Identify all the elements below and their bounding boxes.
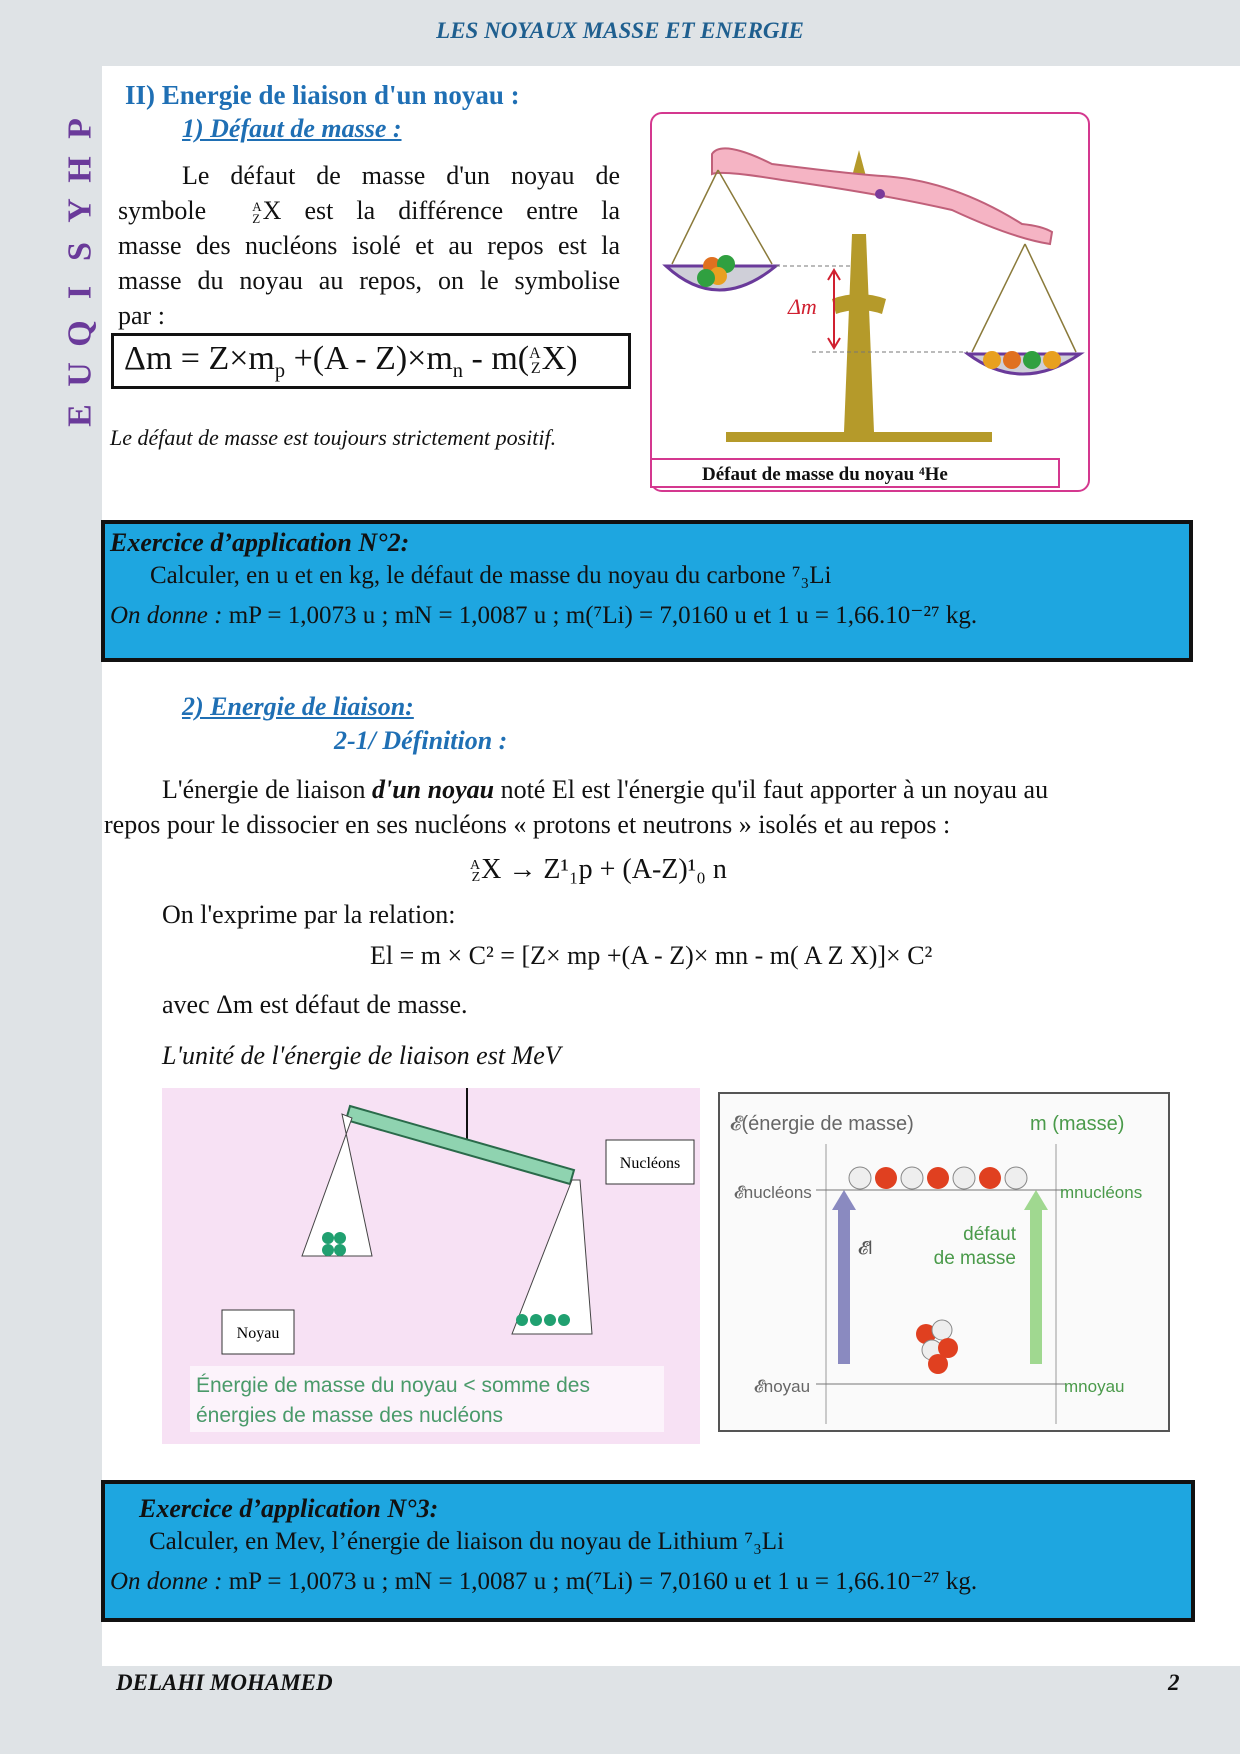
binding-energy-paragraph: L'énergie de liaison d'un noyau noté El est l'énergie qu'il faut apporter à un noyau au repos pour le dissocier en ses nucléons « protons et neutrons » isolés et au repos : xyxy=(104,775,1049,839)
relation-intro: On l'exprime par la relation: xyxy=(162,900,456,929)
subsection-2-title: 2) Energie de liaison: xyxy=(182,692,414,721)
e-nucleons-label: 𝓔nucléons xyxy=(734,1183,812,1202)
defect-line-1: défaut xyxy=(963,1224,1016,1245)
dissociation-reaction: A Z X → Z¹₁p + (A-Z)¹₀ n xyxy=(470,854,727,885)
exercise-3-data: On donne : mP = 1,0073 u ; mN = 1,0087 u ; m(⁷Li) = 7,0160 u et 1 u = 1,66.10⁻²⁷ kg. xyxy=(110,1568,978,1595)
exercise-3-box xyxy=(101,1480,1195,1622)
footer-page-number: 2 xyxy=(1168,1670,1180,1695)
caption-line-2: énergies de masse des nucléons xyxy=(196,1404,504,1427)
balance-illustration xyxy=(652,114,1088,454)
nucleons-balance-illustration xyxy=(162,1088,700,1444)
unit-note: L'unité de l'énergie de liaison est MeV xyxy=(162,1041,561,1070)
energy-mass-illustration xyxy=(720,1094,1168,1430)
subsection-2-1-title: 2-1/ Définition : xyxy=(334,726,508,755)
side-label: P H Y S I Q U E xyxy=(61,118,99,427)
m-nucleons-label: mnucléons xyxy=(1060,1183,1143,1202)
caption-line-1: Énergie de masse du noyau < somme des xyxy=(196,1374,590,1397)
exercise-3-question: Calculer, en Mev, l’énergie de liaison du noyau de Lithium ⁷₃Li xyxy=(149,1528,785,1555)
mass-defect-formula: $\Delta m = Z\times m_p +(A - Z)\times m_n - m$( A Z X) xyxy=(111,333,631,389)
mass-axis-label: m (masse) xyxy=(1030,1113,1125,1135)
exercise-2-data: On donne : mP = 1,0073 u ; mN = 1,0087 u ; m(⁷Li) = 7,0160 u et 1 u = 1,66.10⁻²⁷ kg. xyxy=(110,602,978,629)
energy-axis-label: 𝓔(énergie de masse) xyxy=(730,1113,914,1135)
mass-defect-note: avec Δm est défaut de masse. xyxy=(162,990,468,1019)
section-title: II) Energie de liaison d'un noyau : xyxy=(125,80,520,110)
definition-paragraph: Le défaut de masse d'un noyau de symbole A Z X est la différence entre la masse des nucléons isolé et au repos est la masse du noyau au repos, on le symbolise par : xyxy=(118,161,621,330)
header-title: LES NOYAUX MASSE ET ENERGIE xyxy=(436,18,804,43)
delta-m-label: Δm xyxy=(788,294,817,319)
note-positive: Le défaut de masse est toujours strictement positif. xyxy=(110,425,557,450)
exercise-3-title: Exercice d’application N°3: xyxy=(139,1494,439,1523)
footer-author: DELAHI MOHAMED xyxy=(116,1670,333,1695)
exercise-2-question: Calculer, en u et en kg, le défaut de masse du noyau du carbone ⁷₃Li xyxy=(150,562,832,589)
m-noyau-label: mnoyau xyxy=(1064,1377,1125,1396)
nucleons-label: Nucléons xyxy=(619,1155,681,1172)
defect-line-2: de masse xyxy=(933,1248,1016,1269)
balance-nucleons-figure xyxy=(162,1088,700,1444)
balance-caption: Défaut de masse du noyau ⁴He xyxy=(650,458,1060,488)
noyau-label: Noyau xyxy=(236,1325,280,1342)
balance-figure xyxy=(650,112,1090,492)
energy-mass-diagram xyxy=(718,1092,1170,1432)
binding-energy-relation: El = m × C² = [Z× mp +(A - Z)× mn - m( A Z X)]× C² xyxy=(370,941,933,970)
exercise-2-title: Exercice d’application N°2: xyxy=(110,528,410,557)
exercise-2-box xyxy=(101,520,1193,662)
e-l-label: 𝓔l xyxy=(858,1238,873,1258)
subsection-title: 1) Défaut de masse : xyxy=(182,114,402,143)
e-noyau-label: 𝓔noyau xyxy=(754,1377,811,1396)
